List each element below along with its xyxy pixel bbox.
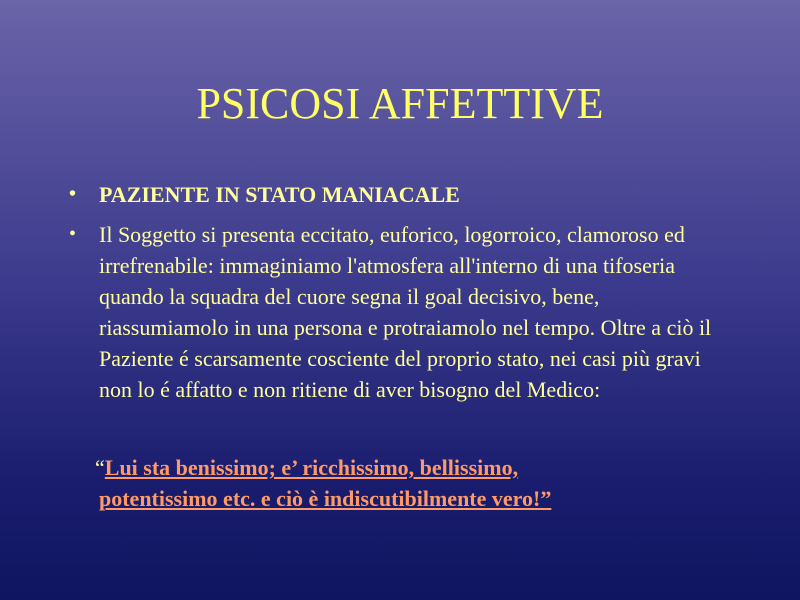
bullet-text: Il Soggetto si presenta eccitato, euforico, logorroico, clamoroso ed irrefrenabile: immaginiamo l'atmosfera all'interno di una tifoseria quando la squadra del cuore segna il goal decisivo, bene, riassumiamolo in una persona e protraiamolo nel tempo. Oltre a ciò il Paziente é scarsamente cosciente del proprio stato, nei casi più gravi non lo é affatto e non ritiene di aver bisogno del Medico: — [99, 222, 712, 402]
quote-open-mark: “ — [95, 455, 105, 480]
bullet-item-heading — [69, 179, 732, 210]
slide-title: PSICOSI AFFETTIVE — [196, 79, 604, 128]
bullet-list — [69, 179, 732, 405]
patient-quote — [95, 452, 735, 514]
bullet-text: PAZIENTE IN STATO MANIACALE — [99, 182, 460, 207]
bullet-item-description — [69, 219, 732, 405]
bullet-dot-icon: • — [69, 223, 77, 245]
quote-line-1: Lui sta benissimo; e’ ricchissimo, bellissimo, — [104, 455, 519, 480]
bullet-dot-icon: • — [69, 183, 77, 205]
quote-line-2: potentissimo etc. e ciò è indiscutibilmente vero!” — [99, 486, 552, 511]
